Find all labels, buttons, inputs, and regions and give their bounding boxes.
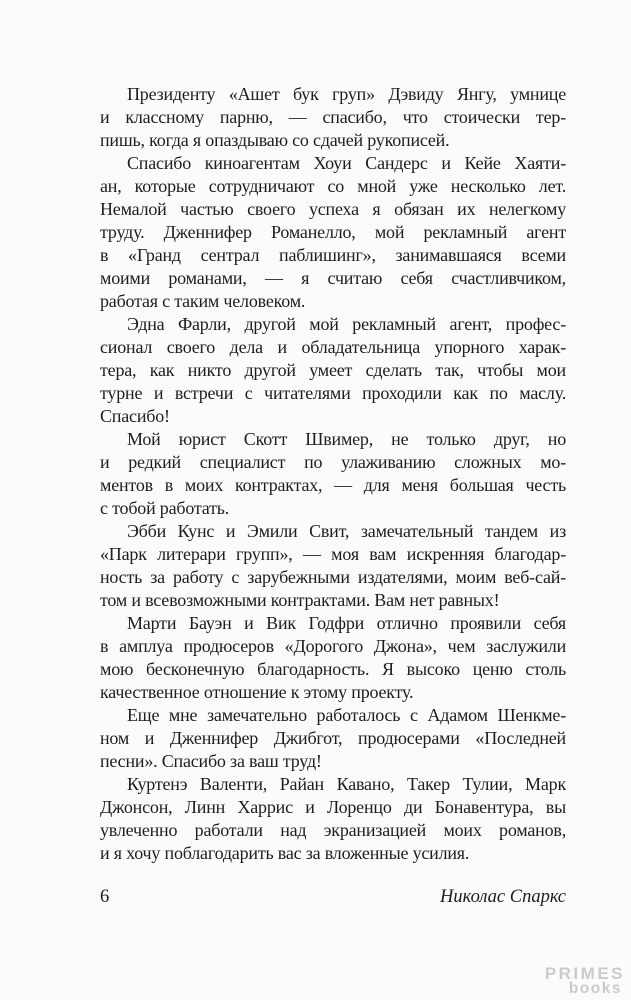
text-line: и классному парню, — спасибо, что стоически тер- xyxy=(100,107,566,127)
text-line: турне и встречи с читателями проходили как по маслу. xyxy=(100,383,566,403)
text-line: «Парк литерари групп», — моя вам искренняя благодар- xyxy=(100,544,566,564)
paragraph xyxy=(100,428,566,520)
text-line: песни». Спасибо за ваш труд! xyxy=(100,751,322,771)
paragraph xyxy=(100,704,566,773)
text-line: сионал своего дела и обладательница упорного харак- xyxy=(100,337,566,357)
text-line: Эдна Фарли, другой мой рекламный агент, профес- xyxy=(127,314,566,334)
text-line: в «Гранд сентрал паблишинг», занимавшаяся всеми xyxy=(100,245,566,265)
text-line: Немалой частью своего успеха я обязан их нелегкому xyxy=(100,199,566,219)
text-line: в амплуа продюсеров «Дорогого Джона», чем заслужили xyxy=(100,636,566,656)
text-line: том и всевозможными контрактами. Вам нет равных! xyxy=(100,590,500,610)
paragraph xyxy=(100,313,566,428)
text-line: работая с таким человеком. xyxy=(100,291,306,311)
page-footer xyxy=(100,886,566,909)
text-line: качественное отношение к этому проекту. xyxy=(100,682,414,702)
text-line: Эбби Кунс и Эмили Свит, замечательный тандем из xyxy=(127,521,566,541)
text-line: ментов в моих контрактах, — для меня большая честь xyxy=(100,475,566,495)
text-line: моими романами, — я считаю себя счастливчиком, xyxy=(100,268,566,288)
text-line: Спасибо киноагентам Хоуи Сандерс и Кейе Хаяти- xyxy=(127,153,566,173)
watermark-brand: PRIMES xyxy=(544,964,625,983)
text-line: тера, как никто другой умеет сделать так, чтобы мои xyxy=(100,360,566,380)
text-line: увлеченно работали над экранизацией моих романов, xyxy=(100,820,566,840)
paragraph xyxy=(100,83,566,152)
text-line: труду. Дженнифер Романелло, мой рекламный агент xyxy=(100,222,566,242)
text-line: Спасибо! xyxy=(100,406,170,426)
running-title: Николас Спаркс xyxy=(440,887,566,907)
text-line: ан, которые сотрудничают со мной уже несколько лет. xyxy=(100,176,566,196)
text-line: Куртенэ Валенти, Райан Кавано, Такер Тулии, Марк xyxy=(127,774,566,794)
text-line: Мой юрист Скотт Швимер, не только друг, но xyxy=(127,429,566,449)
text-line: Марти Бауэн и Вик Годфри отлично проявили себя xyxy=(127,613,566,633)
paragraph xyxy=(100,520,566,612)
text-line: и редкий специалист по улаживанию сложных мо- xyxy=(100,452,566,472)
body-text xyxy=(100,83,566,865)
text-line: Джонсон, Линн Харрис и Лоренцо ди Бонавентура, вы xyxy=(100,797,566,817)
publisher-watermark xyxy=(545,965,625,996)
text-line: Еще мне замечательно работалось с Адамом Шенкме- xyxy=(127,705,566,725)
page-number: 6 xyxy=(100,887,110,907)
paragraph xyxy=(100,612,566,704)
text-line: с тобой работать. xyxy=(100,498,230,518)
watermark-sub: books xyxy=(568,980,622,997)
text-line: мою бесконечную благодарность. Я высоко ценю столь xyxy=(100,659,566,679)
text-line: ном и Дженнифер Джибгот, продюсерами «Последней xyxy=(100,728,566,748)
paragraph xyxy=(100,152,566,313)
text-line: пишь, когда я опаздываю со сдачей рукописей. xyxy=(100,130,450,150)
text-line: и я хочу поблагодарить вас за вложенные усилия. xyxy=(100,843,470,863)
paragraph xyxy=(100,773,566,865)
text-line: Президенту «Ашет бук груп» Дэвиду Янгу, умнице xyxy=(127,84,566,104)
text-line: ность за работу с зарубежными издателями, моим веб-сай- xyxy=(100,567,566,587)
